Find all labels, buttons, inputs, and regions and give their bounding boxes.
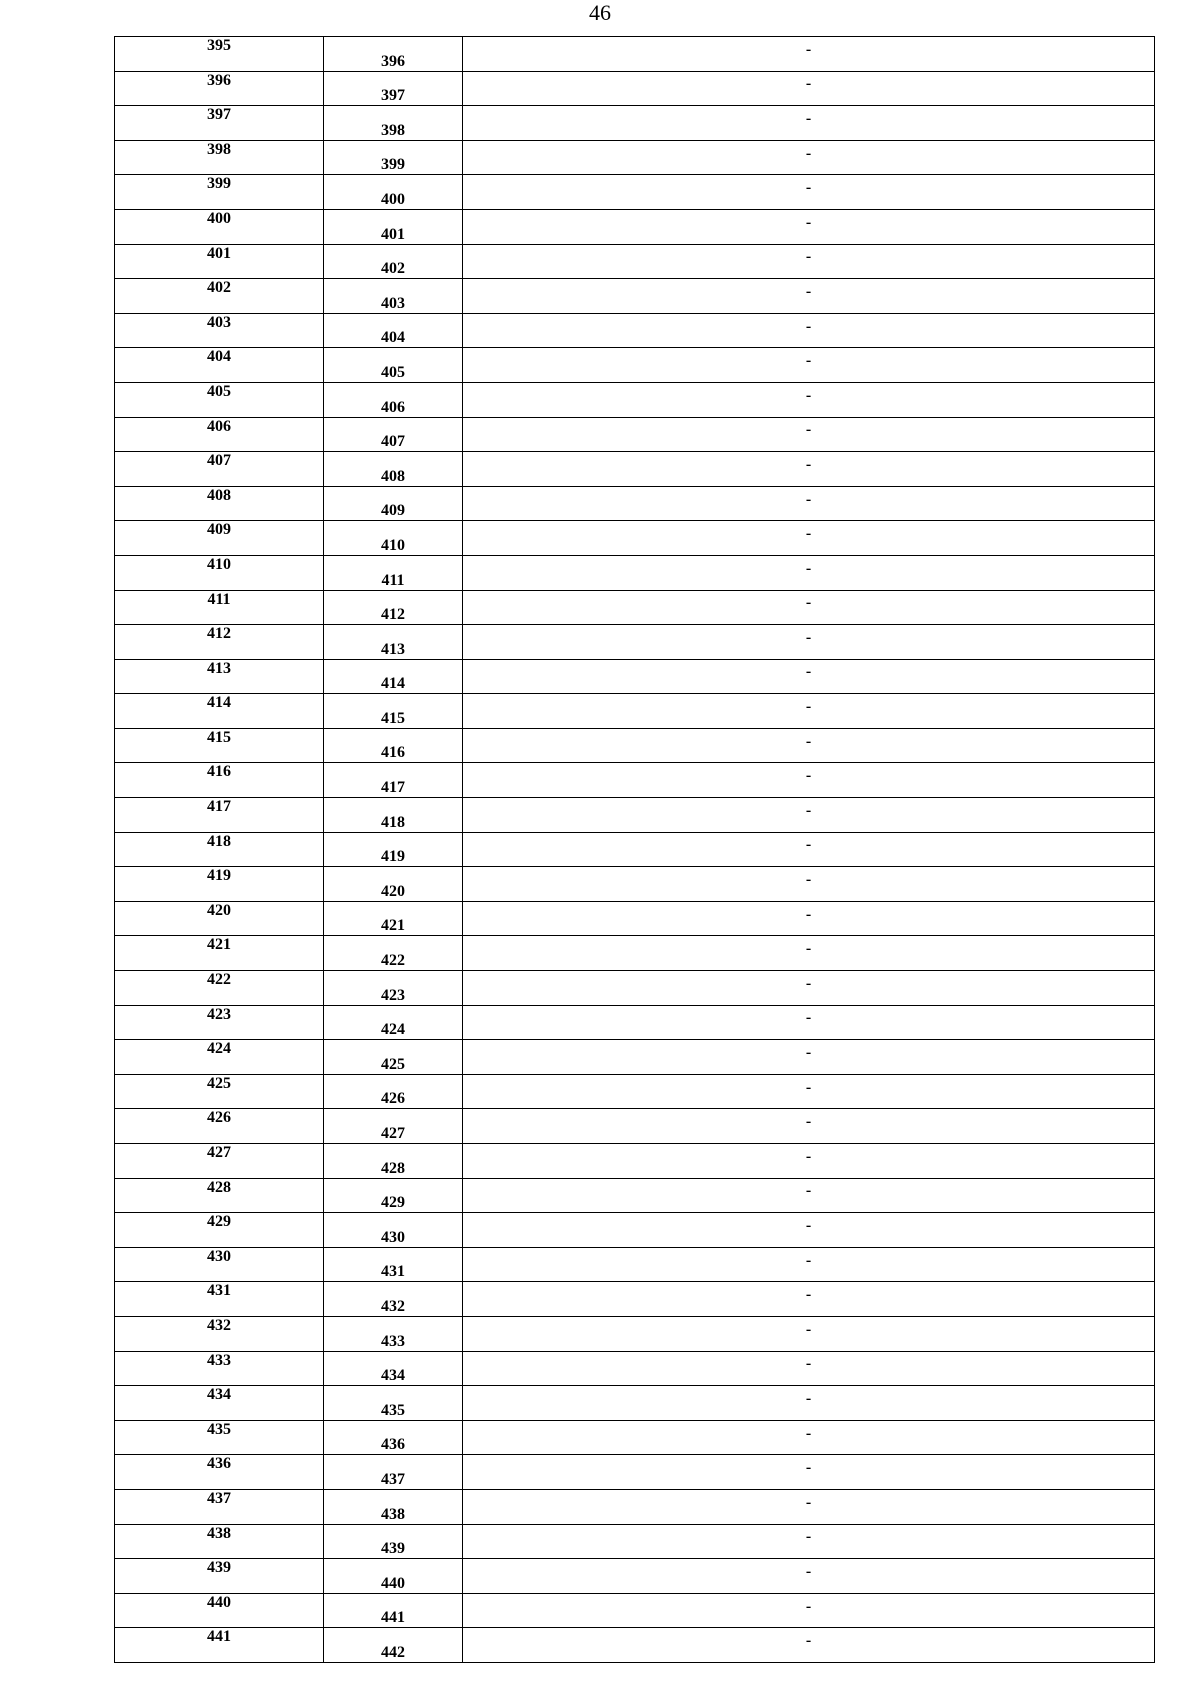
table-row [115,555,1155,590]
table-row [115,971,1155,1006]
cell-col-a: 420 [115,901,324,936]
cell-col-c [463,486,1155,521]
cell-col-a: 416 [115,763,324,798]
cell-col-b: 409 [324,486,463,521]
cell-col-c [463,1282,1155,1317]
cell-col-a: 399 [115,175,324,210]
cell-dash: - [805,1078,812,1096]
cell-dash: - [805,525,812,543]
cell-col-a: 441 [115,1628,324,1663]
cell-dash: - [805,1459,812,1477]
cell-col-b: 434 [324,1351,463,1386]
table-row [115,1420,1155,1455]
table-row [115,452,1155,487]
table-row [115,798,1155,833]
cell-col-b: 414 [324,659,463,694]
cell-dash: - [805,1182,812,1200]
cell-col-a: 415 [115,728,324,763]
cell-col-a: 439 [115,1559,324,1594]
cell-dash: - [805,352,812,370]
cell-col-c [463,936,1155,971]
cell-col-c [463,1524,1155,1559]
cell-col-b: 440 [324,1559,463,1594]
table-row [115,832,1155,867]
cell-dash: - [805,1147,812,1165]
table-row [115,1489,1155,1524]
cell-dash: - [805,1216,812,1234]
cell-dash: - [805,40,812,58]
cell-col-b: 404 [324,313,463,348]
cell-dash: - [805,732,812,750]
table-row [115,1040,1155,1075]
cell-col-b: 430 [324,1213,463,1248]
cell-col-a: 407 [115,452,324,487]
cell-col-c [463,1109,1155,1144]
cell-dash: - [805,767,812,785]
cell-dash: - [805,109,812,127]
cell-col-a: 434 [115,1386,324,1421]
cell-col-c [463,1005,1155,1040]
cell-dash: - [805,1528,812,1546]
cell-col-a: 410 [115,555,324,590]
table-row [115,901,1155,936]
cell-dash: - [805,698,812,716]
cell-col-b: 405 [324,348,463,383]
table-row [115,1455,1155,1490]
cell-col-c [463,625,1155,660]
cell-col-b: 436 [324,1420,463,1455]
cell-col-c [463,694,1155,729]
cell-col-c [463,279,1155,314]
cell-dash: - [805,871,812,889]
cell-dash: - [805,1389,812,1407]
cell-col-a: 428 [115,1178,324,1213]
table-row [115,140,1155,175]
cell-col-a: 411 [115,590,324,625]
table-row [115,71,1155,106]
cell-col-b: 421 [324,901,463,936]
cell-col-b: 426 [324,1074,463,1109]
cell-col-a: 437 [115,1489,324,1524]
cell-dash: - [805,179,812,197]
cell-col-a: 422 [115,971,324,1006]
cell-col-b: 438 [324,1489,463,1524]
cell-dash: - [805,836,812,854]
cell-dash: - [805,594,812,612]
table-row [115,1247,1155,1282]
cell-col-b: 442 [324,1628,463,1663]
table-row [115,279,1155,314]
cell-col-a: 403 [115,313,324,348]
table-row [115,1178,1155,1213]
cell-col-b: 403 [324,279,463,314]
cell-col-c [463,798,1155,833]
cell-col-b: 411 [324,555,463,590]
cell-col-c [463,971,1155,1006]
cell-col-a: 430 [115,1247,324,1282]
cell-col-c [463,1489,1155,1524]
cell-col-c [463,901,1155,936]
cell-col-b: 433 [324,1316,463,1351]
cell-col-a: 425 [115,1074,324,1109]
cell-dash: - [805,144,812,162]
cell-col-b: 397 [324,71,463,106]
cell-col-c [463,590,1155,625]
cell-col-a: 432 [115,1316,324,1351]
cell-col-a: 406 [115,417,324,452]
cell-dash: - [805,974,812,992]
cell-col-b: 401 [324,209,463,244]
cell-col-a: 402 [115,279,324,314]
cell-col-b: 435 [324,1386,463,1421]
cell-dash: - [805,421,812,439]
cell-dash: - [805,905,812,923]
cell-col-b: 432 [324,1282,463,1317]
table-row [115,37,1155,72]
cell-col-b: 398 [324,106,463,141]
cell-col-b: 441 [324,1593,463,1628]
table-row [115,1005,1155,1040]
cell-col-a: 435 [115,1420,324,1455]
cell-col-c [463,1593,1155,1628]
cell-col-b: 406 [324,382,463,417]
table-row [115,417,1155,452]
cell-col-a: 426 [115,1109,324,1144]
cell-dash: - [805,1286,812,1304]
cell-col-b: 408 [324,452,463,487]
cell-dash: - [805,663,812,681]
table-row [115,936,1155,971]
cell-dash: - [805,1113,812,1131]
cell-col-b: 439 [324,1524,463,1559]
cell-col-b: 425 [324,1040,463,1075]
cell-col-b: 419 [324,832,463,867]
cell-col-c [463,555,1155,590]
cell-dash: - [805,213,812,231]
cell-col-b: 427 [324,1109,463,1144]
cell-col-a: 413 [115,659,324,694]
cell-col-c [463,37,1155,72]
cell-dash: - [805,455,812,473]
cell-col-c [463,728,1155,763]
cell-dash: - [805,1632,812,1650]
cell-col-a: 423 [115,1005,324,1040]
cell-col-b: 410 [324,521,463,556]
cell-col-c [463,1144,1155,1179]
cell-col-b: 437 [324,1455,463,1490]
cell-col-a: 396 [115,71,324,106]
cell-col-c [463,1420,1155,1455]
cell-col-c [463,140,1155,175]
cell-col-b: 399 [324,140,463,175]
table-row [115,313,1155,348]
cell-col-a: 405 [115,382,324,417]
cell-col-a: 404 [115,348,324,383]
table-row [115,590,1155,625]
table-row [115,348,1155,383]
cell-col-c [463,867,1155,902]
data-table [114,36,1155,1663]
cell-col-c [463,763,1155,798]
cell-dash: - [805,317,812,335]
cell-dash: - [805,248,812,266]
table-row [115,1316,1155,1351]
table-row [115,382,1155,417]
cell-col-b: 417 [324,763,463,798]
table-row [115,1593,1155,1628]
cell-col-c [463,1040,1155,1075]
table-row [115,1144,1155,1179]
cell-col-a: 395 [115,37,324,72]
cell-dash: - [805,628,812,646]
cell-col-a: 440 [115,1593,324,1628]
cell-col-c [463,1386,1155,1421]
cell-col-a: 398 [115,140,324,175]
cell-col-b: 413 [324,625,463,660]
cell-dash: - [805,1424,812,1442]
table-row [115,1559,1155,1594]
cell-dash: - [805,282,812,300]
table-row [115,1351,1155,1386]
cell-col-b: 416 [324,728,463,763]
cell-col-a: 412 [115,625,324,660]
table-row [115,1109,1155,1144]
table-row [115,1628,1155,1663]
cell-col-a: 417 [115,798,324,833]
cell-dash: - [805,940,812,958]
cell-col-c [463,1351,1155,1386]
cell-col-c [463,313,1155,348]
cell-dash: - [805,1493,812,1511]
cell-col-a: 408 [115,486,324,521]
cell-col-b: 415 [324,694,463,729]
cell-col-a: 409 [115,521,324,556]
cell-col-a: 438 [115,1524,324,1559]
cell-col-b: 424 [324,1005,463,1040]
cell-col-a: 436 [115,1455,324,1490]
cell-col-c [463,521,1155,556]
table-row [115,1386,1155,1421]
table-row [115,659,1155,694]
cell-dash: - [805,1320,812,1338]
cell-col-c [463,244,1155,279]
cell-col-c [463,71,1155,106]
table-row [115,175,1155,210]
cell-col-b: 400 [324,175,463,210]
cell-col-b: 420 [324,867,463,902]
table-row [115,625,1155,660]
table-row [115,209,1155,244]
cell-col-c [463,348,1155,383]
cell-col-b: 412 [324,590,463,625]
cell-col-a: 401 [115,244,324,279]
cell-col-b: 402 [324,244,463,279]
cell-col-b: 422 [324,936,463,971]
cell-col-a: 429 [115,1213,324,1248]
table-row [115,728,1155,763]
cell-col-c [463,1178,1155,1213]
table-row [115,106,1155,141]
cell-col-c [463,832,1155,867]
cell-col-a: 414 [115,694,324,729]
cell-col-a: 400 [115,209,324,244]
cell-dash: - [805,1562,812,1580]
table-row [115,1524,1155,1559]
table-row [115,867,1155,902]
cell-col-c [463,175,1155,210]
cell-col-c [463,106,1155,141]
table-row [115,486,1155,521]
cell-col-b: 396 [324,37,463,72]
cell-col-b: 429 [324,1178,463,1213]
cell-col-a: 418 [115,832,324,867]
cell-col-a: 427 [115,1144,324,1179]
cell-dash: - [805,559,812,577]
cell-dash: - [805,1355,812,1373]
cell-col-c [463,417,1155,452]
table-row [115,1213,1155,1248]
cell-col-a: 421 [115,936,324,971]
cell-dash: - [805,1044,812,1062]
cell-col-b: 418 [324,798,463,833]
cell-col-c [463,1559,1155,1594]
cell-dash: - [805,386,812,404]
cell-col-c [463,1628,1155,1663]
cell-col-c [463,1213,1155,1248]
table-row [115,694,1155,729]
cell-dash: - [805,75,812,93]
table-row [115,1074,1155,1109]
table-body [115,37,1155,1663]
page-number: 46 [589,0,611,25]
cell-col-c [463,209,1155,244]
cell-col-c [463,1455,1155,1490]
cell-col-a: 397 [115,106,324,141]
cell-dash: - [805,1251,812,1269]
cell-dash: - [805,1597,812,1615]
cell-col-b: 407 [324,417,463,452]
table-row [115,244,1155,279]
cell-col-c [463,1247,1155,1282]
cell-col-a: 419 [115,867,324,902]
cell-col-a: 431 [115,1282,324,1317]
cell-col-a: 424 [115,1040,324,1075]
cell-col-c [463,1074,1155,1109]
table-row [115,1282,1155,1317]
cell-col-c [463,452,1155,487]
cell-dash: - [805,490,812,508]
cell-dash: - [805,801,812,819]
table-row [115,521,1155,556]
cell-col-b: 431 [324,1247,463,1282]
cell-col-c [463,382,1155,417]
cell-col-a: 433 [115,1351,324,1386]
cell-dash: - [805,1009,812,1027]
cell-col-b: 428 [324,1144,463,1179]
table-row [115,763,1155,798]
cell-col-c [463,659,1155,694]
cell-col-b: 423 [324,971,463,1006]
cell-col-c [463,1316,1155,1351]
